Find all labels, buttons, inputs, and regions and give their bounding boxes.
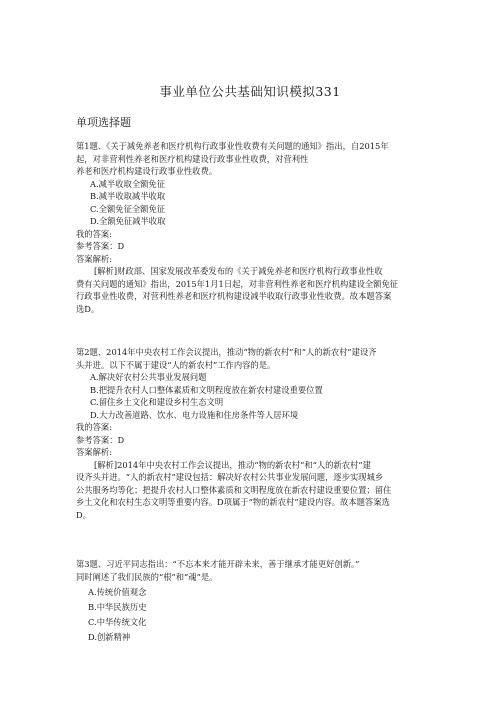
option-d: D.大力改善道路、饮水、电力设施和住房条件等人居环境	[90, 409, 299, 420]
option-b: B.把提升农村人口整体素质和文明程度放在新农村建设重要位置	[90, 384, 323, 395]
analysis-line: D。	[76, 509, 91, 520]
question-stem-line: 第1题、《关于减免养老和医疗机构行政事业性收费有关问题的通知》指出，自2015年	[76, 141, 389, 151]
analysis-line: 公共服务均等化；把提升农村人口整体素质和文明程度放在新农村建设重要位置；留住	[76, 484, 392, 495]
analysis-line: 选D。	[76, 303, 100, 314]
analysis-label: 答案解析:	[76, 253, 112, 264]
question-stem-line: 第3题、习近平同志指出：“不忘本来才能开辟未来，善于继承才能更好创新。”	[76, 559, 360, 569]
analysis-line: [解析]财政部、国家发展改革委发布的《关于减免养老和医疗机构行政事业性收	[94, 266, 383, 276]
option-a: A.传统价值观念	[88, 587, 147, 597]
reference-answer: 参考答案：D	[76, 241, 125, 251]
question-stem-line: 第2题、2014年中央农村工作会议提出，推动“物的新农村”和“人的新农村”建设齐	[76, 347, 377, 357]
analysis-label: 答案解析:	[76, 447, 112, 457]
option-b: B.减半收取减半收取	[90, 191, 166, 201]
question-stem-line: 起，对非营利性养老和医疗机构建设行政事业性收费，对营利性	[76, 153, 309, 164]
analysis-line: 费有关问题的通知》指出，2015年1月1日起，对非营利性养老和医疗机构建设全额免征	[76, 278, 399, 289]
question-stem-line: 同时阐述了我们民族的“根”和“魂”是。	[76, 571, 218, 582]
option-a: A.减半收取全额免征	[90, 178, 166, 189]
question-stem-line: 养老和医疗机构建设行政事业性收费。	[76, 166, 218, 176]
option-c: C.全额免征全额免征	[90, 203, 166, 214]
option-d: D.创新精神	[88, 632, 131, 642]
option-a: A.解决好农村公共事业发展问题	[90, 372, 207, 382]
question-2	[76, 346, 436, 521]
analysis-line: [解析]2014年中央农村工作会议提出，推动“物的新农村”和“人的新农村”建	[94, 459, 371, 470]
question-1	[76, 140, 436, 315]
analysis-line: 行政事业性收费，对营利性养老和医疗机构建设减半收取行政事业性收费。故本题答案	[76, 291, 392, 301]
option-b: B.中华民族历史	[88, 602, 147, 612]
question-stem-line: 头并进。以下不属于建设“人的新农村”工作内容的是。	[76, 359, 276, 370]
option-d: D.全额免征减半收取	[90, 216, 166, 226]
document-title: 事业单位公共基础知识模拟331	[159, 84, 341, 99]
my-answer-label: 我的答案:	[76, 228, 112, 239]
analysis-line: 乡土文化和农村生态文明等重要内容。D项属于“物的新农村”建设内容。故本题答案选	[76, 497, 390, 507]
analysis-line: 设齐头并进。“人的新农村”建设包括：解决好农村公共事业发展问题，逐步实现城乡	[76, 472, 384, 482]
reference-answer: 参考答案：D	[76, 434, 125, 445]
my-answer-label: 我的答案:	[76, 422, 112, 432]
option-c: C.留住乡土文化和建设乡村生态文明	[90, 397, 224, 407]
option-c: C.中华传统文化	[88, 617, 147, 627]
question-3	[76, 558, 436, 645]
section-heading: 单项选择题	[76, 116, 131, 129]
